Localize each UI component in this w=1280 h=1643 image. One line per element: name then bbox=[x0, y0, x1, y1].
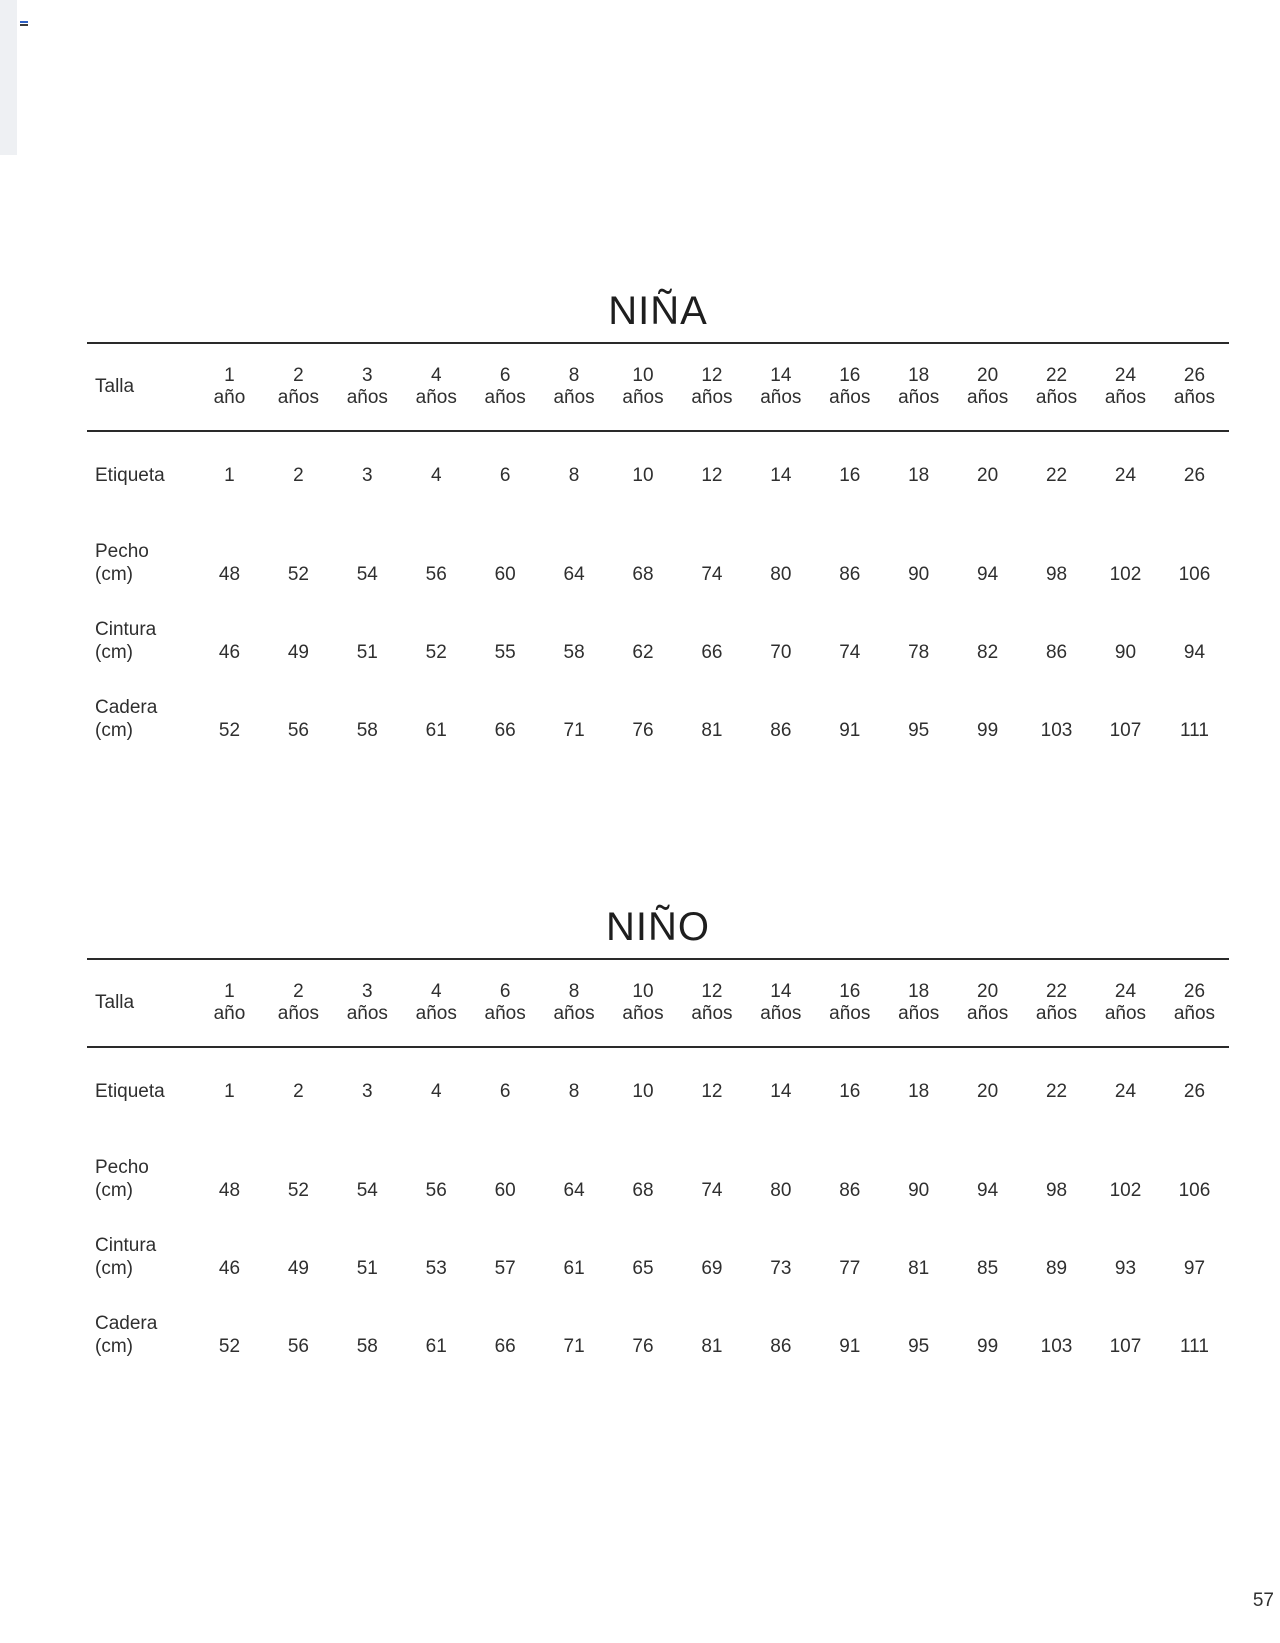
table-cell: 62 bbox=[632, 642, 654, 663]
row-label-line: Cintura bbox=[95, 619, 157, 640]
size-number: 12 bbox=[701, 365, 723, 386]
size-column-header bbox=[746, 959, 815, 1047]
table-cell: 54 bbox=[356, 564, 378, 585]
size-number: 8 bbox=[568, 981, 580, 1002]
table-cell: 12 bbox=[701, 464, 723, 486]
table-cell: 95 bbox=[908, 720, 930, 741]
table-cell: 48 bbox=[218, 1180, 241, 1201]
size-column-header bbox=[677, 343, 746, 431]
size-column-header bbox=[677, 959, 746, 1047]
table-cell: 86 bbox=[770, 720, 792, 741]
table-cell: 61 bbox=[425, 1336, 447, 1357]
size-column-header bbox=[953, 959, 1022, 1047]
table-cell: 1 bbox=[224, 464, 235, 486]
row-label bbox=[87, 1128, 195, 1206]
size-number: 14 bbox=[770, 365, 792, 386]
row-label bbox=[87, 668, 195, 746]
table-cell: 56 bbox=[287, 1336, 309, 1357]
size-number: 20 bbox=[977, 981, 999, 1002]
size-unit: años bbox=[415, 387, 457, 408]
table-cell: 54 bbox=[356, 1180, 378, 1201]
size-number: 2 bbox=[293, 981, 304, 1002]
size-unit: años bbox=[967, 1003, 1009, 1024]
size-column-header bbox=[884, 343, 953, 431]
table-cell: 76 bbox=[632, 720, 654, 741]
header-label: Talla bbox=[95, 992, 135, 1013]
size-unit: años bbox=[277, 387, 319, 408]
size-column-header bbox=[953, 343, 1022, 431]
size-column-header bbox=[815, 959, 884, 1047]
table-cell: 18 bbox=[908, 1080, 930, 1102]
table-cell: 81 bbox=[908, 1258, 930, 1279]
table-cell: 86 bbox=[770, 1336, 792, 1357]
size-number: 3 bbox=[362, 365, 373, 386]
size-column-header bbox=[471, 959, 540, 1047]
table-cell: 70 bbox=[770, 642, 792, 663]
size-column-header bbox=[471, 343, 540, 431]
size-unit: años bbox=[829, 1003, 871, 1024]
table-cell: 26 bbox=[1183, 1080, 1206, 1102]
row-label bbox=[87, 1284, 195, 1362]
table-cell: 95 bbox=[908, 1336, 930, 1357]
table-cell: 66 bbox=[701, 642, 723, 663]
table-cell: 52 bbox=[287, 1180, 309, 1201]
size-number: 26 bbox=[1183, 981, 1206, 1002]
size-unit: años bbox=[1104, 1003, 1147, 1024]
table-cell: 89 bbox=[1045, 1258, 1068, 1279]
table-cell: 106 bbox=[1178, 564, 1211, 585]
table-cell: 77 bbox=[839, 1258, 861, 1279]
table-cell: 68 bbox=[632, 1180, 654, 1201]
table-cell: 65 bbox=[632, 1258, 654, 1279]
row-label-line: (cm) bbox=[95, 642, 133, 663]
size-unit: años bbox=[484, 1003, 526, 1024]
table-cell: 16 bbox=[839, 464, 861, 486]
table-cell: 111 bbox=[1180, 1336, 1209, 1357]
table-cell: 8 bbox=[568, 464, 580, 486]
size-number: 1 bbox=[224, 365, 235, 386]
size-unit: años bbox=[553, 387, 595, 408]
table-cell: 102 bbox=[1109, 1180, 1142, 1201]
size-number: 8 bbox=[568, 365, 580, 386]
size-number: 24 bbox=[1114, 981, 1137, 1002]
section-title: NIÑA bbox=[608, 289, 708, 333]
table-cell: 56 bbox=[425, 564, 447, 585]
size-column-header bbox=[264, 959, 333, 1047]
table-cell: 12 bbox=[701, 1080, 723, 1102]
table-cell: 69 bbox=[701, 1258, 723, 1279]
section-title: NIÑO bbox=[606, 905, 710, 949]
table-cell: 56 bbox=[425, 1180, 447, 1201]
size-number: 22 bbox=[1045, 981, 1068, 1002]
table-cell: 68 bbox=[632, 564, 654, 585]
size-number: 10 bbox=[632, 981, 654, 1002]
size-column-header bbox=[1022, 959, 1091, 1047]
size-number: 22 bbox=[1045, 365, 1068, 386]
row-label bbox=[87, 512, 195, 590]
size-unit: años bbox=[622, 1003, 664, 1024]
size-column-header bbox=[333, 343, 402, 431]
table-row bbox=[87, 590, 1229, 668]
size-column-header bbox=[1091, 343, 1160, 431]
table-cell: 53 bbox=[425, 1258, 447, 1279]
table-cell: 46 bbox=[218, 642, 241, 663]
table-cell: 2 bbox=[293, 1080, 304, 1102]
table-cell: 49 bbox=[287, 1258, 309, 1279]
size-unit: año bbox=[213, 387, 246, 408]
table-cell: 103 bbox=[1040, 720, 1073, 741]
size-number: 26 bbox=[1183, 365, 1206, 386]
size-column-header bbox=[195, 343, 264, 431]
table-cell: 58 bbox=[356, 1336, 378, 1357]
table-cell: 76 bbox=[632, 1336, 654, 1357]
table-row bbox=[87, 431, 1229, 512]
size-table bbox=[87, 958, 1229, 1362]
header-label: Talla bbox=[95, 376, 135, 397]
table-cell: 85 bbox=[977, 1258, 999, 1279]
table-cell: 90 bbox=[1114, 642, 1137, 663]
size-number: 12 bbox=[701, 981, 723, 1002]
size-table bbox=[87, 342, 1229, 746]
size-unit: años bbox=[1035, 387, 1078, 408]
table-cell: 49 bbox=[287, 642, 309, 663]
table-cell: 52 bbox=[425, 642, 447, 663]
table-cell: 64 bbox=[563, 1180, 585, 1201]
size-unit: años bbox=[691, 1003, 733, 1024]
table-cell: 22 bbox=[1045, 464, 1068, 486]
table-cell: 107 bbox=[1109, 720, 1142, 741]
size-unit: años bbox=[1173, 1003, 1216, 1024]
row-label-line: Etiqueta bbox=[95, 1080, 165, 1102]
size-unit: año bbox=[213, 1003, 246, 1024]
size-number: 4 bbox=[430, 365, 442, 386]
table-cell: 58 bbox=[356, 720, 378, 741]
table-cell: 107 bbox=[1109, 1336, 1142, 1357]
table-cell: 94 bbox=[1183, 642, 1206, 663]
size-column-header bbox=[402, 343, 471, 431]
flag-icon bbox=[20, 21, 28, 27]
table-cell: 81 bbox=[701, 1336, 723, 1357]
size-number: 4 bbox=[430, 981, 442, 1002]
table-cell: 94 bbox=[977, 564, 999, 585]
table-cell: 4 bbox=[430, 464, 442, 486]
table-row bbox=[87, 1047, 1229, 1128]
row-label bbox=[87, 431, 195, 512]
table-row bbox=[87, 512, 1229, 590]
size-unit: años bbox=[760, 387, 802, 408]
table-cell: 2 bbox=[293, 464, 304, 486]
size-column-header bbox=[333, 959, 402, 1047]
row-label-line: Cadera bbox=[95, 1313, 158, 1334]
size-unit: años bbox=[760, 1003, 802, 1024]
table-cell: 99 bbox=[977, 1336, 999, 1357]
table-cell: 26 bbox=[1183, 464, 1206, 486]
table-cell: 55 bbox=[494, 642, 516, 663]
table-cell: 111 bbox=[1180, 720, 1209, 741]
row-label bbox=[87, 1206, 195, 1284]
size-column-header bbox=[884, 959, 953, 1047]
table-cell: 98 bbox=[1045, 564, 1068, 585]
table-cell: 82 bbox=[977, 642, 999, 663]
row-label bbox=[87, 590, 195, 668]
size-column-header bbox=[1160, 343, 1229, 431]
table-cell: 51 bbox=[356, 1258, 378, 1279]
table-cell: 61 bbox=[425, 720, 447, 741]
table-cell: 61 bbox=[563, 1258, 585, 1279]
row-label-line: (cm) bbox=[95, 564, 133, 585]
table-cell: 52 bbox=[287, 564, 309, 585]
size-number: 2 bbox=[293, 365, 304, 386]
table-cell: 51 bbox=[356, 642, 378, 663]
size-column-header bbox=[540, 959, 609, 1047]
table-cell: 90 bbox=[908, 564, 930, 585]
row-label-line: Cadera bbox=[95, 697, 158, 718]
table-cell: 22 bbox=[1045, 1080, 1068, 1102]
table-cell: 81 bbox=[701, 720, 723, 741]
size-unit: años bbox=[829, 387, 871, 408]
table-cell: 24 bbox=[1114, 464, 1137, 486]
size-number: 16 bbox=[839, 981, 861, 1002]
table-row bbox=[87, 1206, 1229, 1284]
table-cell: 86 bbox=[1045, 642, 1068, 663]
table-cell: 24 bbox=[1114, 1080, 1137, 1102]
size-column-header bbox=[1022, 343, 1091, 431]
table-cell: 3 bbox=[362, 464, 373, 486]
row-label-line: Pecho bbox=[95, 1157, 149, 1178]
table-cell: 20 bbox=[977, 1080, 999, 1102]
table-cell: 99 bbox=[977, 720, 999, 741]
size-number: 6 bbox=[499, 365, 511, 386]
section-nina bbox=[87, 286, 1229, 746]
table-cell: 74 bbox=[701, 564, 723, 585]
table-cell: 74 bbox=[839, 642, 861, 663]
table-header-row bbox=[87, 343, 1229, 431]
size-unit: años bbox=[484, 387, 526, 408]
table-cell: 10 bbox=[632, 1080, 654, 1102]
table-cell: 80 bbox=[770, 1180, 792, 1201]
row-label-line: Etiqueta bbox=[95, 464, 165, 486]
row-label-line: (cm) bbox=[95, 1258, 133, 1279]
row-label-line: (cm) bbox=[95, 720, 133, 741]
size-unit: años bbox=[898, 387, 940, 408]
size-unit: años bbox=[622, 387, 664, 408]
size-unit: años bbox=[967, 387, 1009, 408]
table-cell: 80 bbox=[770, 564, 792, 585]
size-number: 20 bbox=[977, 365, 999, 386]
table-cell: 60 bbox=[494, 1180, 516, 1201]
row-label-line: (cm) bbox=[95, 1336, 133, 1357]
table-row bbox=[87, 668, 1229, 746]
size-column-header bbox=[195, 959, 264, 1047]
size-number: 1 bbox=[224, 981, 235, 1002]
table-cell: 71 bbox=[563, 720, 585, 741]
table-cell: 57 bbox=[494, 1258, 516, 1279]
size-unit: años bbox=[553, 1003, 595, 1024]
section-nino bbox=[87, 902, 1229, 1362]
table-header-row bbox=[87, 959, 1229, 1047]
size-column-header bbox=[264, 343, 333, 431]
size-number: 10 bbox=[632, 365, 654, 386]
size-unit: años bbox=[346, 387, 388, 408]
table-cell: 86 bbox=[839, 564, 861, 585]
table-cell: 6 bbox=[499, 1080, 511, 1102]
table-cell: 14 bbox=[770, 464, 792, 486]
table-cell: 64 bbox=[563, 564, 585, 585]
size-unit: años bbox=[1173, 387, 1216, 408]
size-number: 3 bbox=[362, 981, 373, 1002]
size-column-header bbox=[402, 959, 471, 1047]
table-cell: 6 bbox=[499, 464, 511, 486]
size-column-header bbox=[609, 343, 678, 431]
table-cell: 86 bbox=[839, 1180, 861, 1201]
row-label bbox=[87, 1047, 195, 1128]
table-cell: 66 bbox=[494, 720, 516, 741]
size-column-header bbox=[815, 343, 884, 431]
table-cell: 58 bbox=[563, 642, 585, 663]
table-cell: 1 bbox=[224, 1080, 235, 1102]
table-cell: 14 bbox=[770, 1080, 792, 1102]
table-cell: 90 bbox=[908, 1180, 930, 1201]
size-unit: años bbox=[415, 1003, 457, 1024]
table-cell: 94 bbox=[977, 1180, 999, 1201]
size-column-header bbox=[746, 343, 815, 431]
size-number: 16 bbox=[839, 365, 861, 386]
table-row bbox=[87, 1128, 1229, 1206]
table-row bbox=[87, 1284, 1229, 1362]
table-cell: 3 bbox=[362, 1080, 373, 1102]
table-cell: 16 bbox=[839, 1080, 861, 1102]
table-cell: 56 bbox=[287, 720, 309, 741]
table-cell: 60 bbox=[494, 564, 516, 585]
table-cell: 98 bbox=[1045, 1180, 1068, 1201]
table-cell: 10 bbox=[632, 464, 654, 486]
size-number: 18 bbox=[908, 981, 930, 1002]
table-cell: 46 bbox=[218, 1258, 241, 1279]
table-cell: 48 bbox=[218, 564, 241, 585]
table-cell: 74 bbox=[701, 1180, 723, 1201]
table-cell: 66 bbox=[494, 1336, 516, 1357]
table-cell: 52 bbox=[218, 720, 241, 741]
table-cell: 91 bbox=[839, 720, 861, 741]
size-number: 6 bbox=[499, 981, 511, 1002]
table-cell: 97 bbox=[1183, 1258, 1206, 1279]
size-unit: años bbox=[346, 1003, 388, 1024]
table-cell: 91 bbox=[839, 1336, 861, 1357]
size-number: 18 bbox=[908, 365, 930, 386]
table-cell: 18 bbox=[908, 464, 930, 486]
table-cell: 8 bbox=[568, 1080, 580, 1102]
row-label-line: Cintura bbox=[95, 1235, 157, 1256]
page-number: 57 bbox=[1252, 1590, 1274, 1611]
table-cell: 73 bbox=[770, 1258, 792, 1279]
size-unit: años bbox=[898, 1003, 940, 1024]
size-column-header bbox=[1091, 959, 1160, 1047]
size-unit: años bbox=[277, 1003, 319, 1024]
table-cell: 20 bbox=[977, 464, 999, 486]
table-cell: 4 bbox=[430, 1080, 442, 1102]
table-cell: 78 bbox=[908, 642, 930, 663]
size-unit: años bbox=[691, 387, 733, 408]
size-number: 24 bbox=[1114, 365, 1137, 386]
row-label-line: Pecho bbox=[95, 541, 149, 562]
table-cell: 52 bbox=[218, 1336, 241, 1357]
size-column-header bbox=[609, 959, 678, 1047]
size-column-header bbox=[1160, 959, 1229, 1047]
table-cell: 102 bbox=[1109, 564, 1142, 585]
size-column-header bbox=[540, 343, 609, 431]
size-unit: años bbox=[1035, 1003, 1078, 1024]
table-cell: 106 bbox=[1178, 1180, 1211, 1201]
table-cell: 103 bbox=[1040, 1336, 1073, 1357]
table-cell: 71 bbox=[563, 1336, 585, 1357]
size-unit: años bbox=[1104, 387, 1147, 408]
page-edge-strip bbox=[0, 0, 17, 155]
row-label-line: (cm) bbox=[95, 1180, 133, 1201]
table-cell: 93 bbox=[1114, 1258, 1137, 1279]
size-number: 14 bbox=[770, 981, 792, 1002]
